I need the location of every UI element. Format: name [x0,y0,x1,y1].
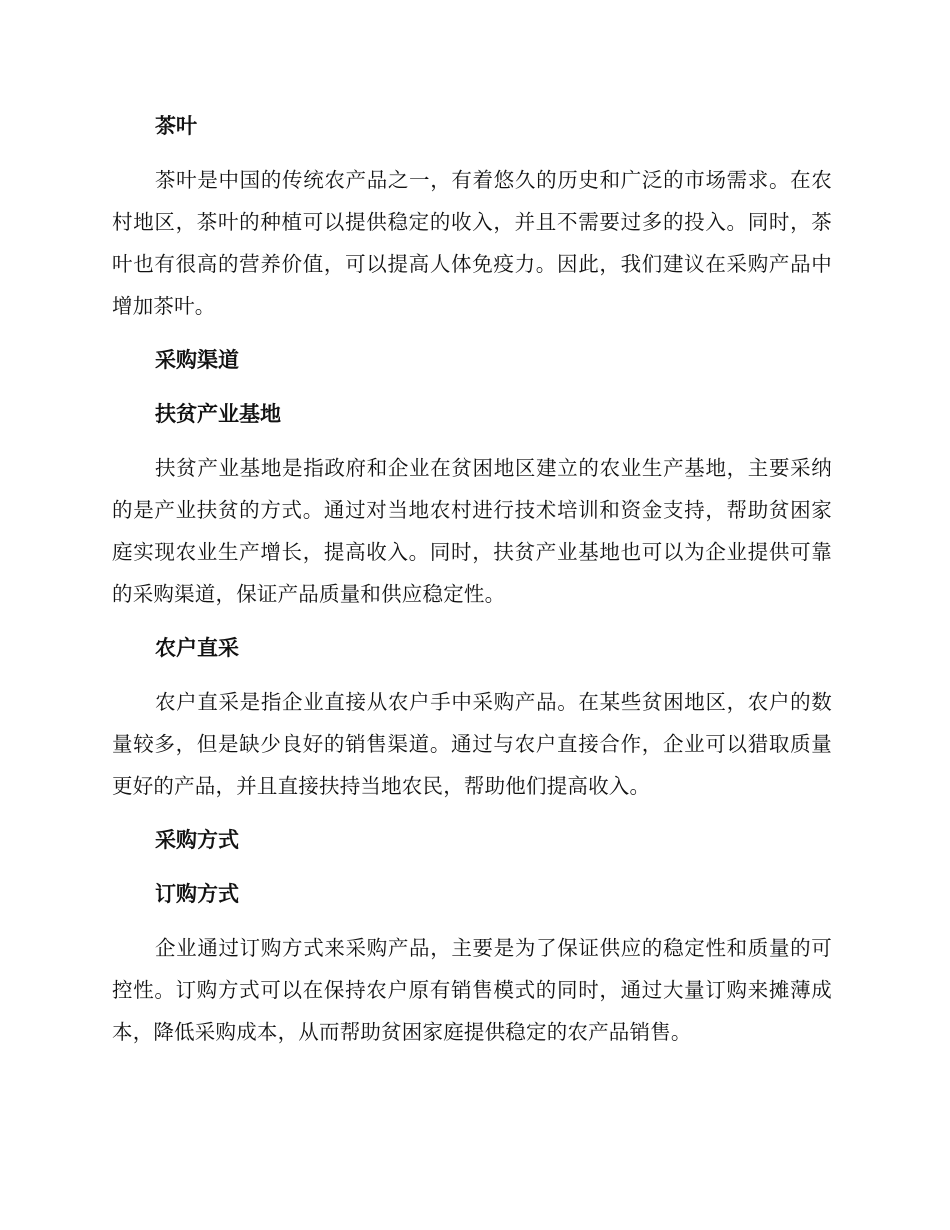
paragraph-poverty-industry-base: 扶贫产业基地是指政府和企业在贫困地区建立的农业生产基地，主要采纳的是产业扶贫的方式。通过对当地农村进行技术培训和资金支持，帮助贫困家庭实现农业生产增长，提高收入。同时，扶贫产业基地也可以为企业提供可靠的采购渠道，保证产品质量和供应稳定性。 [112,456,832,606]
paragraph-tea: 茶叶是中国的传统农产品之一，有着悠久的历史和广泛的市场需求。在农村地区，茶叶的种植可以提供稳定的收入，并且不需要过多的投入。同时，茶叶也有很高的营养价值，可以提高人体免疫力。因此，我们建议在采购产品中增加茶叶。 [112,168,832,318]
paragraph-order-method: 企业通过订购方式来采购产品，主要是为了保证供应的稳定性和质量的可控性。订购方式可以在保持农户原有销售模式的同时，通过大量订购来摊薄成本，降低采购成本，从而帮助贫困家庭提供稳定的农产品销售。 [112,936,832,1044]
section-heading-direct-farmer-purchase: 农户直采 [155,636,239,660]
section-heading-order-method: 订购方式 [155,882,239,906]
section-heading-procurement-methods: 采购方式 [155,828,239,852]
paragraph-direct-farmer-purchase: 农户直采是指企业直接从农户手中采购产品。在某些贫困地区，农户的数量较多，但是缺少良好的销售渠道。通过与农户直接合作，企业可以猎取质量更好的产品，并且直接扶持当地农民，帮助他们提高收入。 [112,690,832,798]
section-heading-tea: 茶叶 [155,114,197,138]
document-body [112,105,832,1065]
section-heading-procurement-channels: 采购渠道 [155,348,239,372]
section-heading-poverty-industry-base: 扶贫产业基地 [155,402,281,426]
